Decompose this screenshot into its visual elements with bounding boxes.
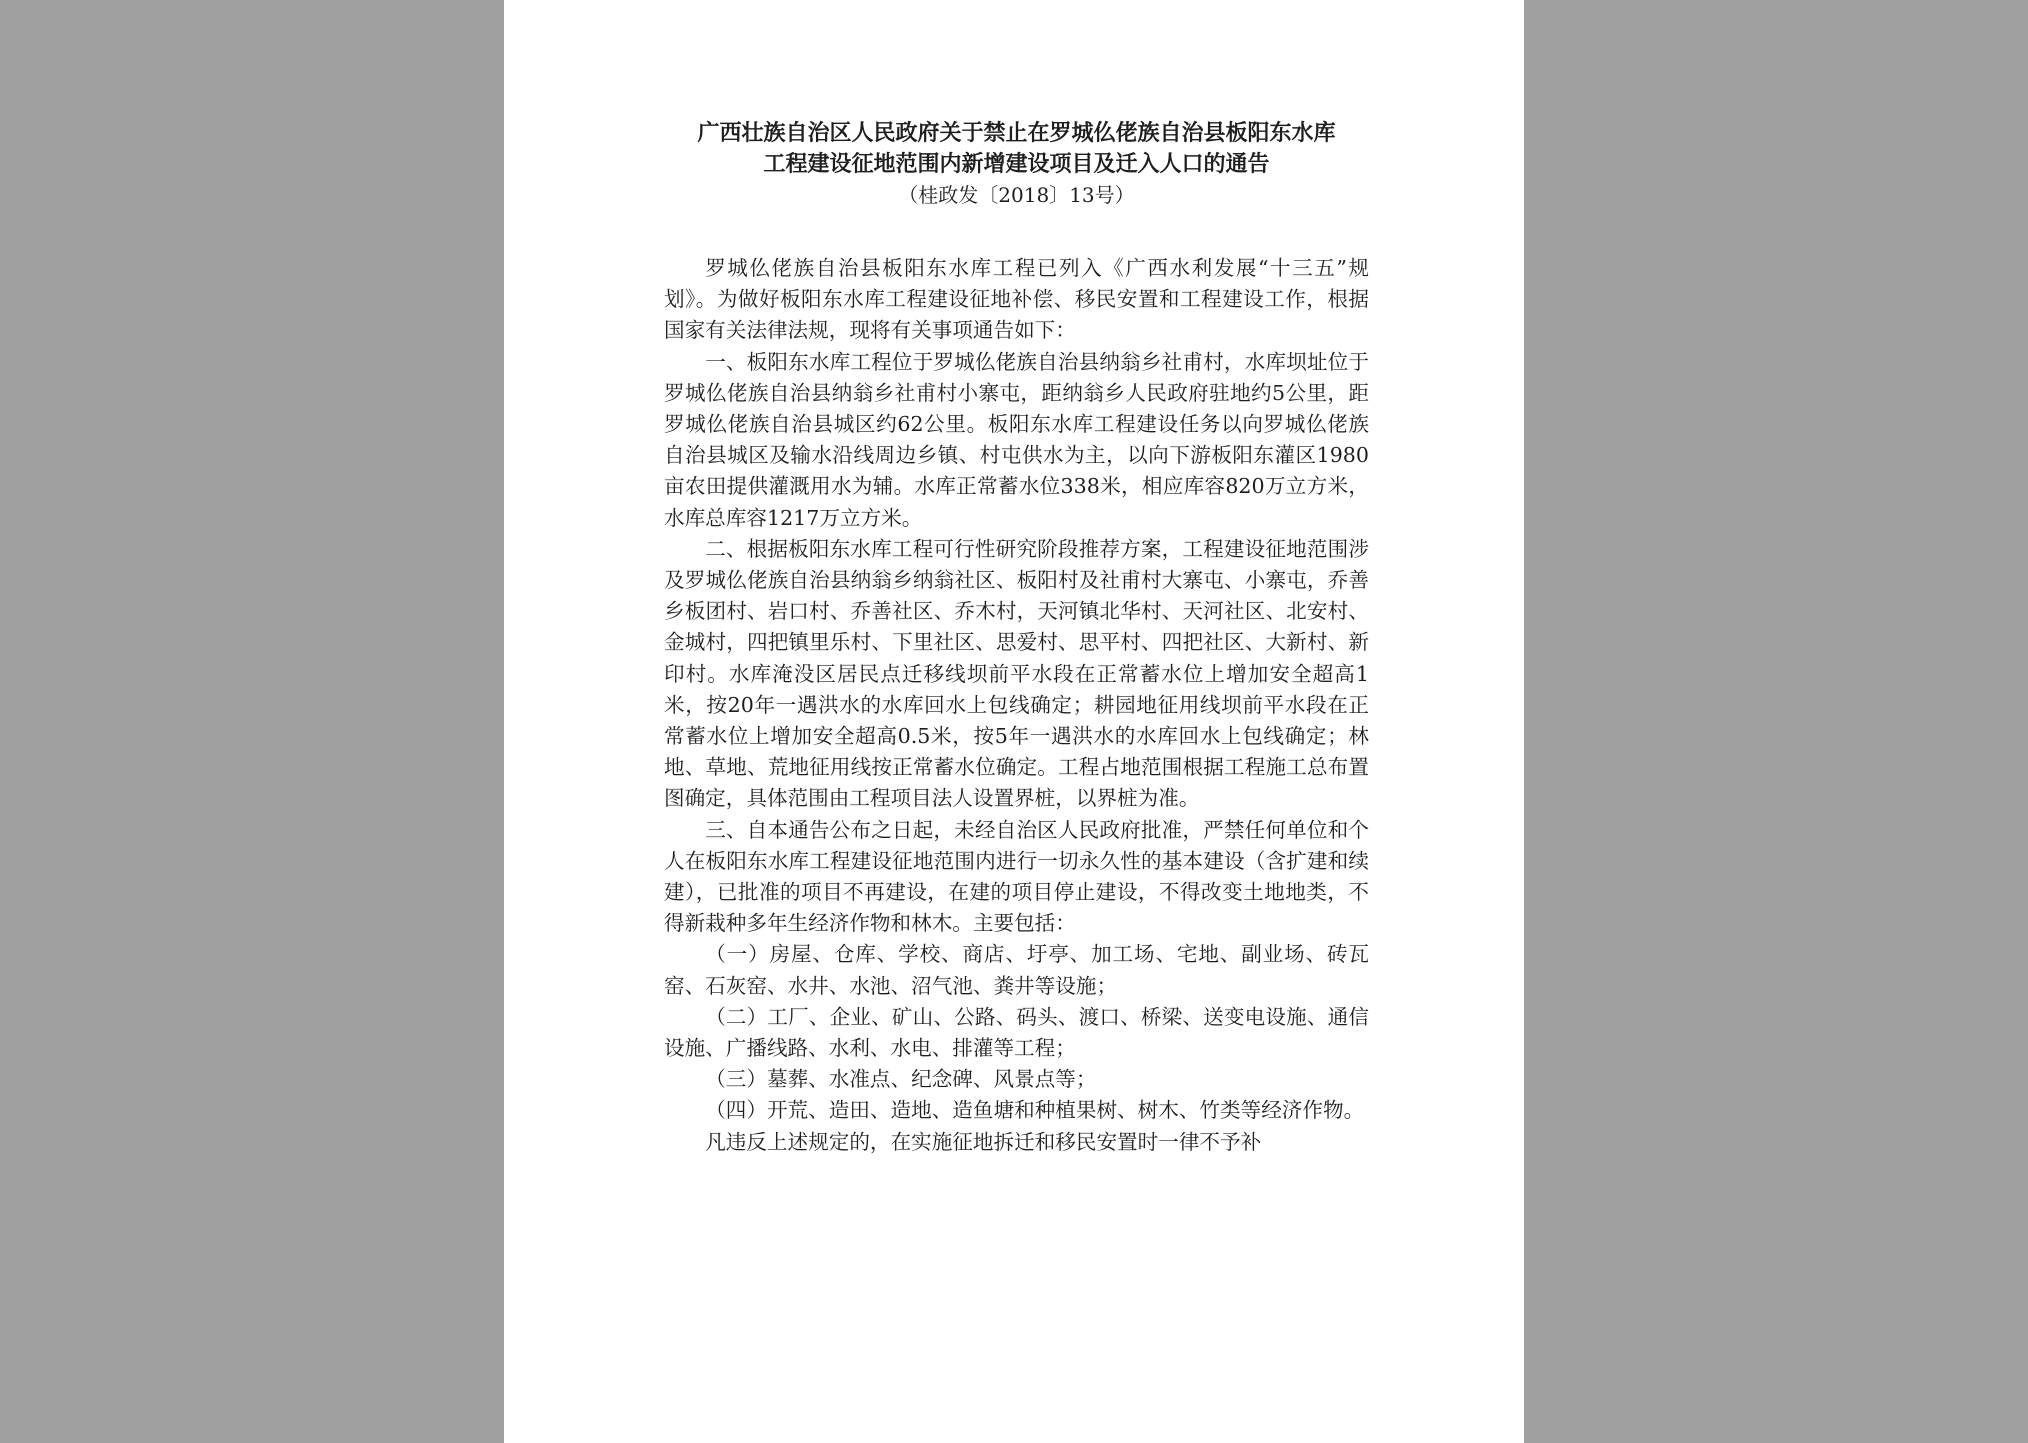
paragraph-section-1: 一、板阳东水库工程位于罗城仫佬族自治县纳翁乡社甫村，水库坝址位于罗城仫佬族自治县纳翁乡社甫村小寨屯，距纳翁乡人民政府驻地约5公里，距罗城仫佬族自治县城区约62公里。板阳东水库工程建设任务以向罗城仫佬族自治县城区及输水沿线周边乡镇、村屯供水为主，以向下游板阳东灌区1980亩农田提供灌溉用水为辅。水库正常蓄水位338米，相应库容820万立方米，水库总库容1217万立方米。 [664,349,1369,530]
paragraph-item-2: （二）工厂、企业、矿山、公路、码头、渡口、桥梁、送变电设施、通信设施、广播线路、水利、水电、排灌等工程； [664,1004,1369,1061]
paragraph-closing: 凡违反上述规定的，在实施征地拆迁和移民安置时一律不予补 [705,1129,1262,1154]
paragraph-item-3: （三）墓葬、水准点、纪念碑、风景点等； [705,1067,1097,1092]
document-page [504,0,1524,1443]
paragraph-item-4: （四）开荒、造田、造地、造鱼塘和种植果树、树木、竹类等经济作物。 [705,1098,1365,1123]
paragraph-section-3: 三、自本通告公布之日起，未经自治区人民政府批准，严禁任何单位和个人在板阳东水库工程建设征地范围内进行一切永久性的基本建设（含扩建和续建），已批准的项目不再建设，在建的项目停止建设，不得改变土地地类，不得新栽种多年生经济作物和林木。主要包括： [664,817,1369,936]
document-body [664,118,1369,1158]
document-title-line-2: 工程建设征地范围内新增建设项目及迁入人口的通告 [763,151,1270,177]
document-title-line-1: 广西壮族自治区人民政府关于禁止在罗城仫佬族自治县板阳东水库 [697,120,1336,146]
paragraph-intro: 罗城仫佬族自治县板阳东水库工程已列入《广西水利发展“十三五”规划》。为做好板阳东水库工程建设征地补偿、移民安置和工程建设工作，根据国家有关法律法规，现将有关事项通告如下： [664,256,1369,343]
paragraph-section-2: 二、根据板阳东水库工程可行性研究阶段推荐方案，工程建设征地范围涉及罗城仫佬族自治县纳翁乡纳翁社区、板阳村及社甫村大寨屯、小寨屯，乔善乡板团村、岩口村、乔善社区、乔木村，天河镇北华村、天河社区、北安村、金城村，四把镇里乐村、下里社区、思爱村、思平村、四把社区、大新村、新印村。水库淹没区居民点迁移线坝前平水段在正常蓄水位上增加安全超高1米，按20年一遇洪水的水库回水上包线确定；耕园地征用线坝前平水段在正常蓄水位上增加安全超高0.5米，按5年一遇洪水的水库回水上包线确定；林地、草地、荒地征用线按正常蓄水位确定。工程占地范围根据工程施工总布置图确定，具体范围由工程项目法人设置界桩，以界桩为准。 [664,536,1369,811]
paragraph-item-1: （一）房屋、仓库、学校、商店、圩亭、加工场、宅地、副业场、砖瓦窑、石灰窑、水井、水池、沼气池、粪井等设施； [664,942,1369,998]
document-number: （桂政发〔2018〕13号） [898,183,1135,207]
